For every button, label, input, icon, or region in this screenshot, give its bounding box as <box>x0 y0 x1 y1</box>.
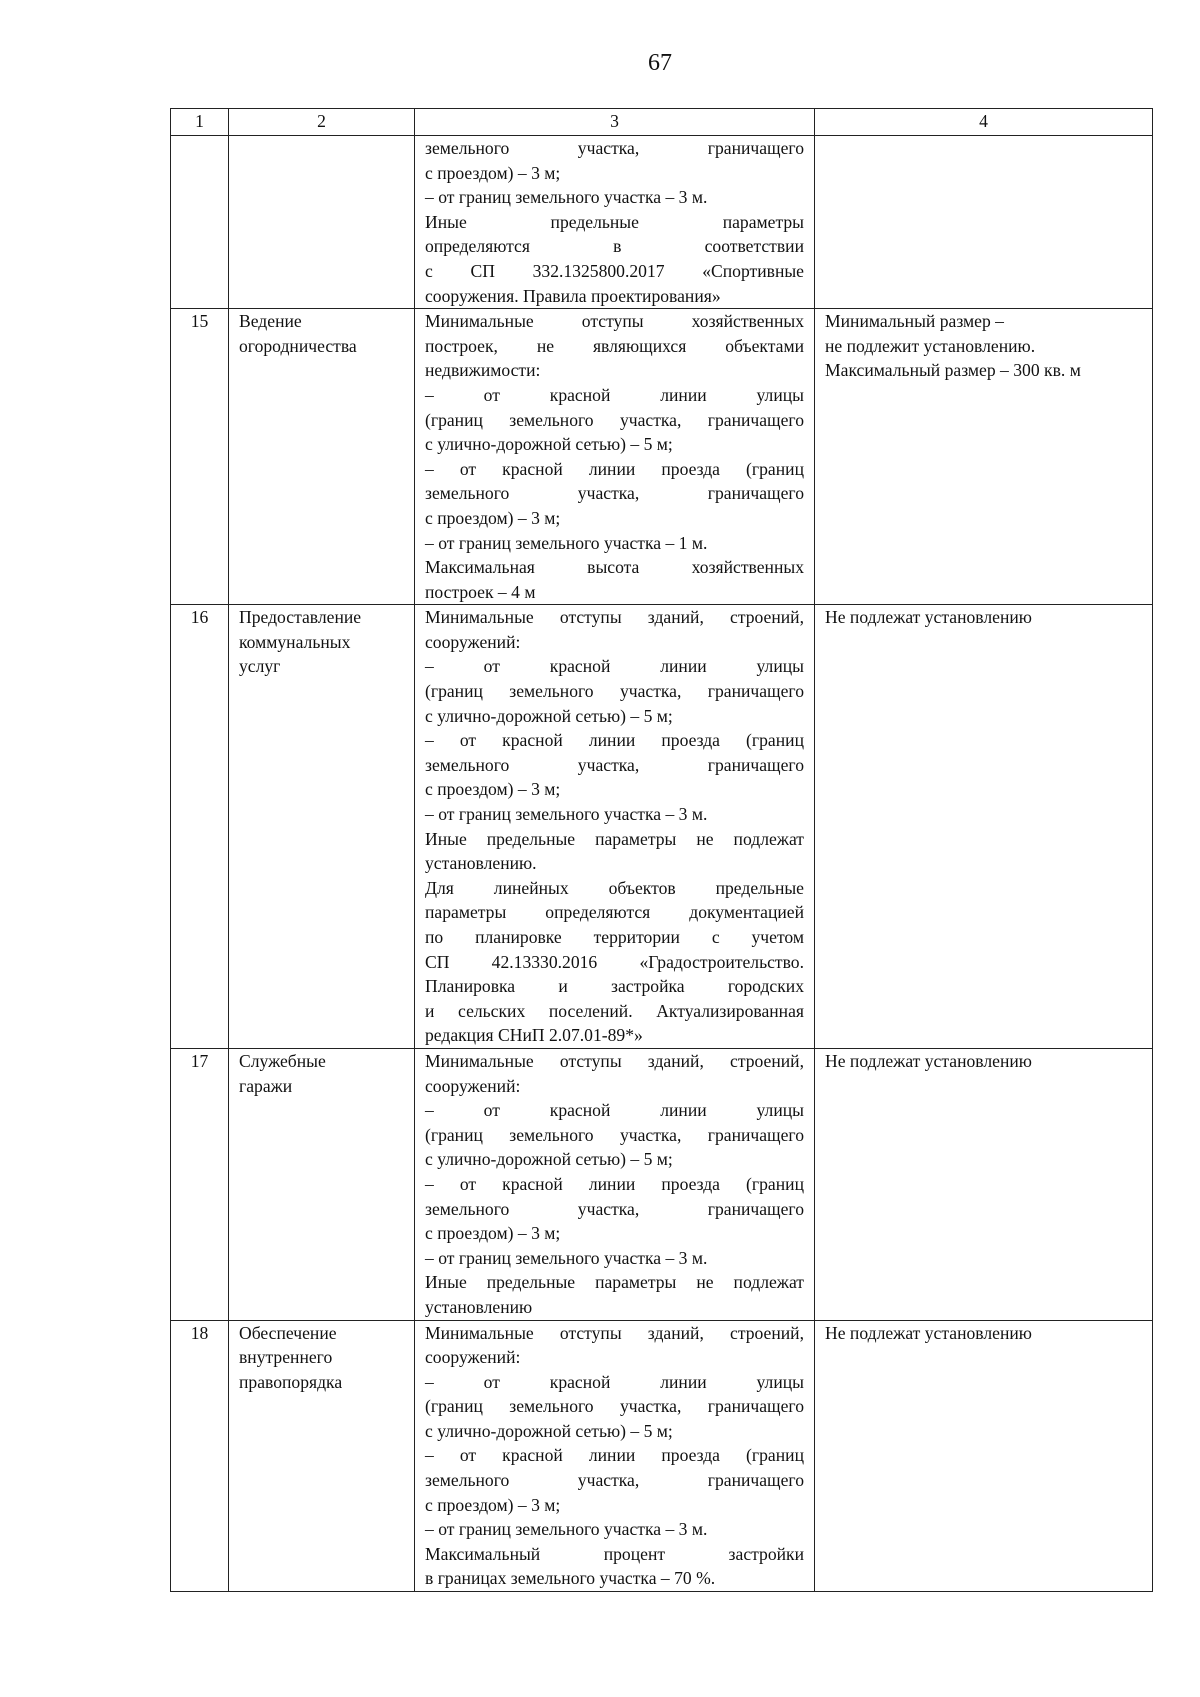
parameters-text-line: Минимальные отступы зданий, строений, <box>425 1050 804 1071</box>
row-number: 17 <box>171 1048 229 1320</box>
parameters-text-line: – от красной линии улицы <box>425 1100 804 1121</box>
parameters-text-line: СП 42.13330.2016 «Градостроительство. <box>425 951 804 972</box>
parameters-text-line: – от границ земельного участка – 1 м. <box>425 532 708 553</box>
parameters-text-line: с проездом) – 3 м; <box>425 507 561 528</box>
plot-size-text-line: Не подлежат установлению <box>825 1322 1032 1343</box>
parameters-text-line: сооружений: <box>425 1075 521 1096</box>
column-header-2: 2 <box>229 109 415 136</box>
parameters-text <box>415 136 815 309</box>
row-number: 18 <box>171 1320 229 1592</box>
parameters-text-line: – от красной линии улицы <box>425 1371 804 1392</box>
parameters-text <box>415 1320 815 1592</box>
parameters-text-line: недвижимости: <box>425 360 541 381</box>
column-header-1: 1 <box>171 109 229 136</box>
parameters-text-line: в границах земельного участка – 70 %. <box>425 1568 716 1589</box>
use-type-name <box>229 1048 415 1320</box>
parameters-text-line: Для линейных объектов предельные <box>425 877 804 898</box>
use-type-name <box>229 1320 415 1592</box>
table-row <box>171 136 1153 309</box>
parameters-text-line: – от границ земельного участка – 3 м. <box>425 1519 708 1540</box>
parameters-text-line: – от красной линии улицы <box>425 656 804 677</box>
parameters-text-line: (границ земельного участка, граничащего <box>425 409 804 430</box>
parameters-text-line: – от границ земельного участка – 3 м. <box>425 187 708 208</box>
parameters-text-line: – от красной линии проезда (границ <box>425 458 804 479</box>
parameters-text-line: по планировке территории с учетом <box>425 927 804 947</box>
parameters-text-line: сооружений: <box>425 631 521 652</box>
parameters-text-line: Минимальные отступы хозяйственных <box>425 311 804 332</box>
parameters-text-line: установлению. <box>425 853 537 874</box>
parameters-text-line: – от красной линии улицы <box>425 384 804 405</box>
column-header-4: 4 <box>815 109 1153 136</box>
parameters-text-line: (границ земельного участка, граничащего <box>425 1124 804 1145</box>
use-type-name-line: внутреннего <box>239 1347 333 1368</box>
parameters-text-line: земельного участка, граничащего <box>425 1198 804 1219</box>
parameters-text-line: с проездом) – 3 м; <box>425 1494 561 1515</box>
parameters-text-line: – от красной линии проезда (границ <box>425 1173 804 1194</box>
plot-size-text <box>815 605 1153 1049</box>
use-type-name-line: коммунальных <box>239 631 351 652</box>
use-type-name <box>229 309 415 605</box>
parameters-text-line: – от границ земельного участка – 3 м. <box>425 1247 708 1268</box>
use-type-name-line: Предоставление <box>239 607 362 628</box>
parameters-text-line: определяются в соответствии <box>425 236 804 257</box>
parameters-text <box>415 605 815 1049</box>
parameters-text-line: – от границ земельного участка – 3 м. <box>425 804 708 825</box>
parameters-text-line: Максимальная высота хозяйственных <box>425 557 804 578</box>
parameters-text-line: Иные предельные параметры не подлежат <box>425 828 804 849</box>
parameters-text-line: параметры определяются документацией <box>425 902 804 923</box>
use-type-name <box>229 136 415 309</box>
parameters-text-line: установлению <box>425 1296 533 1317</box>
plot-size-text-line: Не подлежат установлению <box>825 1050 1032 1071</box>
row-number: 16 <box>171 605 229 1049</box>
parameters-text-line: с улично-дорожной сетью) – 5 м; <box>425 1149 673 1170</box>
parameters-text-line: земельного участка, граничащего <box>425 754 804 775</box>
plot-size-text <box>815 1048 1153 1320</box>
table-body <box>171 136 1153 1592</box>
parameters-text-line: (границ земельного участка, граничащего <box>425 681 804 702</box>
parameters-text-line: с проездом) – 3 м; <box>425 1223 561 1244</box>
parameters-text-line: – от красной линии проезда (границ <box>425 1445 804 1466</box>
use-type-name-line: огородничества <box>239 335 357 356</box>
use-type-name-line: Служебные <box>239 1050 326 1071</box>
use-type-name-line: Обеспечение <box>239 1322 337 1343</box>
plot-size-text <box>815 1320 1153 1592</box>
plot-size-text-line: Минимальный размер – <box>825 311 1004 332</box>
parameters-text-line: и сельских поселений. Актуализированная <box>425 1000 804 1021</box>
parameters-text-line: редакция СНиП 2.07.01-89*» <box>425 1025 643 1046</box>
parameters-table <box>170 108 1153 1592</box>
page-number: 67 <box>648 50 672 76</box>
table-row <box>171 1048 1153 1320</box>
parameters-text-line: с улично-дорожной сетью) – 5 м; <box>425 705 673 726</box>
parameters-text-line: с улично-дорожной сетью) – 5 м; <box>425 1420 673 1441</box>
table-row <box>171 309 1153 605</box>
use-type-name <box>229 605 415 1049</box>
row-number: 15 <box>171 309 229 605</box>
plot-size-text <box>815 136 1153 309</box>
plot-size-text <box>815 309 1153 605</box>
use-type-name-line: правопорядка <box>239 1371 343 1392</box>
parameters-text-line: земельного участка, граничащего <box>425 483 804 504</box>
column-header-3: 3 <box>415 109 815 136</box>
row-number <box>171 136 229 309</box>
use-type-name-line: услуг <box>239 656 281 677</box>
parameters-text-line: Иные предельные параметры <box>425 211 804 232</box>
parameters-text-line: с улично-дорожной сетью) – 5 м; <box>425 434 673 455</box>
parameters-text-line: – от красной линии проезда (границ <box>425 730 804 751</box>
parameters-text-line: (границ земельного участка, граничащего <box>425 1396 804 1417</box>
parameters-text-line: с СП 332.1325800.2017 «Спортивные <box>425 260 804 281</box>
parameters-text-line: сооружений: <box>425 1347 521 1368</box>
parameters-text-line: Минимальные отступы зданий, строений, <box>425 607 804 628</box>
table-row <box>171 1320 1153 1592</box>
parameters-text-line: с проездом) – 3 м; <box>425 162 561 183</box>
parameters-text <box>415 1048 815 1320</box>
parameters-text-line: построек – 4 м <box>425 581 536 602</box>
table-row <box>171 605 1153 1049</box>
use-type-name-line: гаражи <box>239 1075 293 1096</box>
parameters-text-line: построек, не являющихся объектами <box>425 335 804 356</box>
parameters-text-line: Иные предельные параметры не подлежат <box>425 1272 804 1293</box>
parameters-text <box>415 309 815 605</box>
parameters-text-line: Минимальные отступы зданий, строений, <box>425 1322 804 1343</box>
parameters-text-line: с проездом) – 3 м; <box>425 779 561 800</box>
plot-size-text-line: Не подлежат установлению <box>825 607 1032 628</box>
use-type-name-line: Ведение <box>239 311 302 332</box>
parameters-text-line: Планировка и застройка городских <box>425 976 804 997</box>
table-header-row <box>171 109 1153 136</box>
parameters-text-line: земельного участка, граничащего <box>425 138 804 158</box>
plot-size-text-line: не подлежит установлению. <box>825 335 1036 356</box>
parameters-text-line: Максимальный процент застройки <box>425 1543 804 1564</box>
parameters-text-line: сооружения. Правила проектирования» <box>425 285 721 306</box>
plot-size-text-line: Максимальный размер – 300 кв. м <box>825 360 1081 381</box>
parameters-text-line: земельного участка, граничащего <box>425 1470 804 1491</box>
